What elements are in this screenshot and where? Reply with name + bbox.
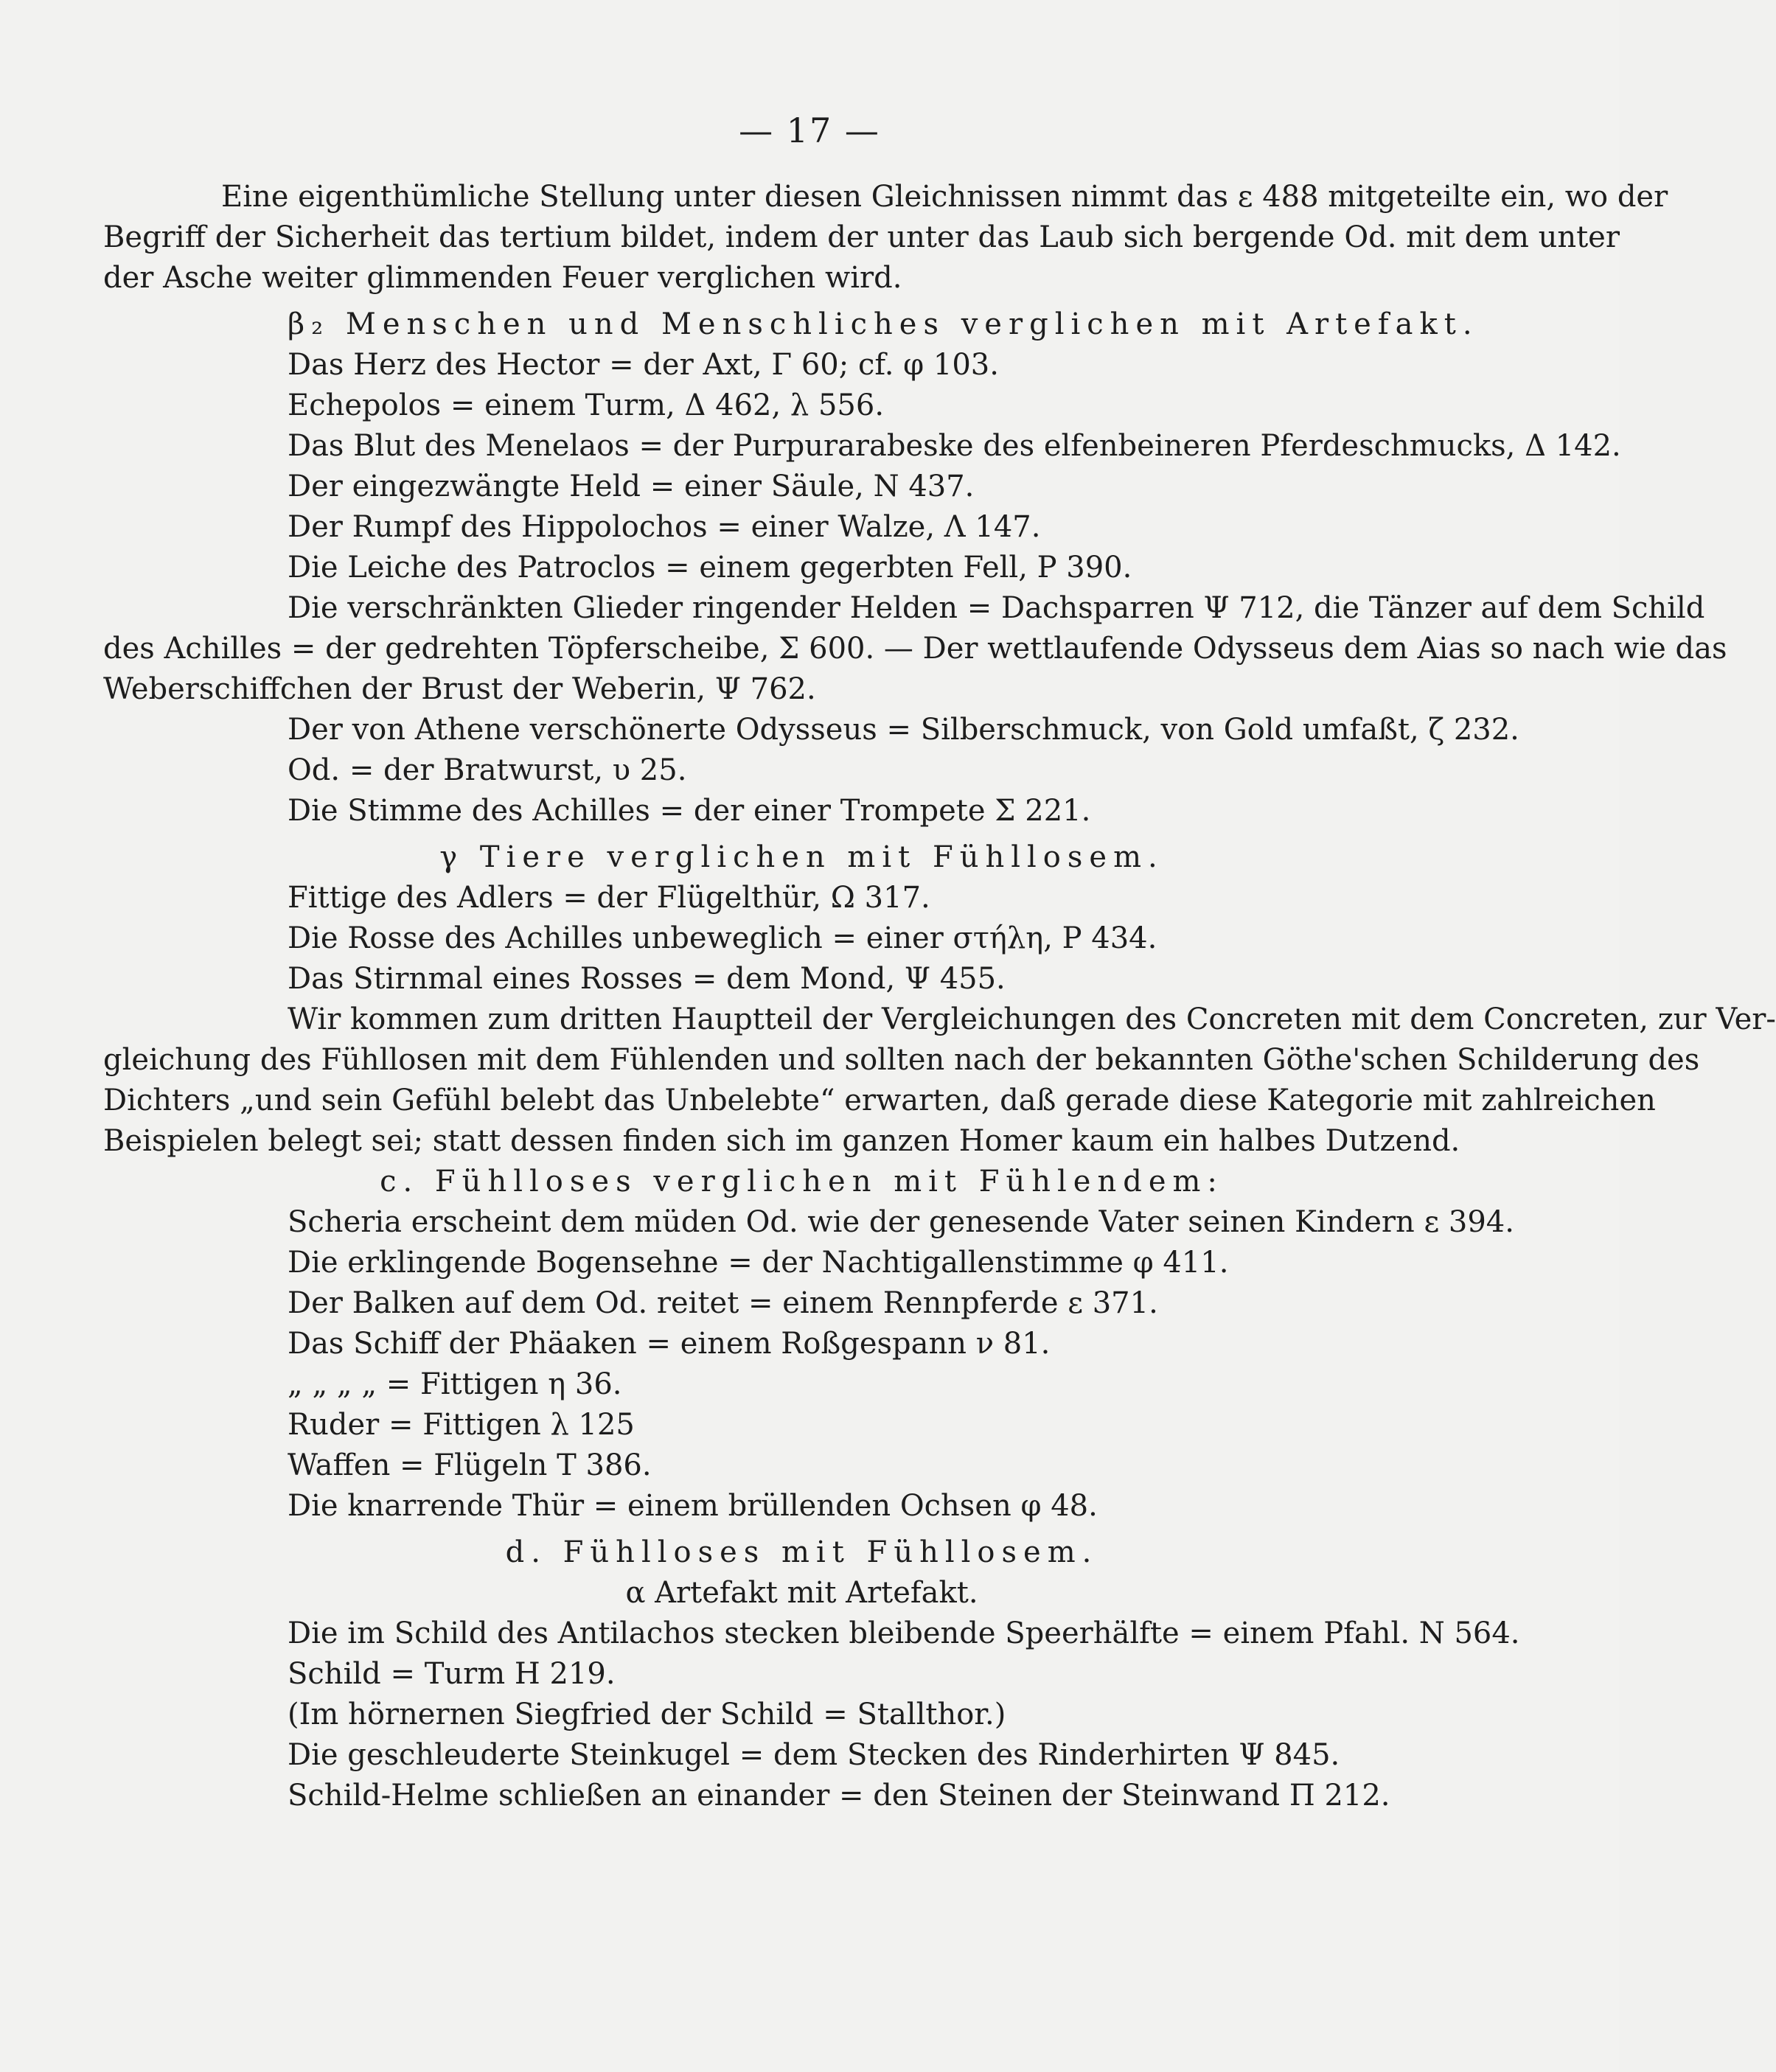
text-line: gleichung des Fühllosen mit dem Fühlenden und sollten nach der bekannten Göthe'schen Schilderung des — [103, 1043, 1700, 1077]
text-line: Die im Schild des Antilachos stecken bleibende Speerhälfte = einem Pfahl. N 564. — [288, 1616, 1520, 1650]
text-line: Scheria erscheint dem müden Od. wie der genesende Vater seinen Kindern ε 394. — [288, 1205, 1514, 1239]
text-line: Schild = Turm H 219. — [288, 1657, 616, 1691]
text-line: Ruder = Fittigen λ 125 — [288, 1408, 635, 1442]
text-line: Das Schiff der Phäaken = einem Roßgespann ν 81. — [288, 1327, 1051, 1361]
text-line: „ „ „ „ = Fittigen η 36. — [288, 1367, 622, 1401]
text-line: der Asche weiter glimmenden Feuer verglichen wird. — [103, 261, 902, 295]
text-line: Echepolos = einem Turm, Δ 462, λ 556. — [288, 388, 885, 422]
subsection-heading: α Artefakt mit Artefakt. — [625, 1576, 978, 1610]
text-line: Die knarrende Thür = einem brüllenden Ochsen φ 48. — [288, 1489, 1098, 1523]
text-line: Weberschiffchen der Brust der Weberin, Ψ 762. — [103, 672, 816, 706]
text-line: Die verschränkten Glieder ringender Helden = Dachsparren Ψ 712, die Tänzer auf dem Schild — [288, 591, 1705, 625]
text-line: Die geschleuderte Steinkugel = dem Stecken des Rinderhirten Ψ 845. — [288, 1738, 1340, 1772]
text-line: Die Leiche des Patroclos = einem gegerbten Fell, P 390. — [288, 551, 1132, 585]
text-line: des Achilles = der gedrehten Töpferscheibe, Σ 600. — Der wettlaufende Odysseus dem Aias so nach wie das — [103, 632, 1727, 666]
text-line: Der Balken auf dem Od. reitet = einem Rennpferde ε 371. — [288, 1286, 1158, 1320]
text-line: Die Rosse des Achilles unbeweglich = einer στήλη, P 434. — [288, 921, 1157, 955]
text-line: Od. = der Bratwurst, υ 25. — [288, 753, 687, 787]
text-line: Der eingezwängte Held = einer Säule, N 437. — [288, 470, 975, 503]
text-line: Schild-Helme schließen an einander = den Steinen der Steinwand Π 212. — [288, 1779, 1390, 1813]
text-line: Dichters „und sein Gefühl belebt das Unbelebte“ erwarten, daß gerade diese Kategorie mit zahlreichen — [103, 1084, 1656, 1117]
text-line: Der von Athene verschönerte Odysseus = Silberschmuck, von Gold umfaßt, ζ 232. — [288, 713, 1519, 747]
text-line: Das Stirnmal eines Rosses = dem Mond, Ψ 455. — [288, 962, 1006, 996]
text-line: Das Blut des Menelaos = der Purpurarabeske des elfenbeineren Pferdeschmucks, Δ 142. — [288, 429, 1621, 463]
text-line: Eine eigenthümliche Stellung unter diesen Gleichnissen nimmt das ε 488 mitgeteilte ein, wo der — [221, 180, 1668, 214]
text-line: Waffen = Flügeln T 386. — [288, 1448, 652, 1482]
text-line: Beispielen belegt sei; statt dessen finden sich im ganzen Homer kaum ein halbes Dutzend. — [103, 1124, 1460, 1158]
text-line: Die erklingende Bogensehne = der Nachtigallenstimme φ 411. — [288, 1246, 1229, 1280]
text-line: Die Stimme des Achilles = der einer Trompete Σ 221. — [288, 794, 1091, 828]
body-text — [103, 177, 1776, 1816]
page-number: — 17 — — [739, 111, 880, 150]
text-line: Fittige des Adlers = der Flügelthür, Ω 317. — [288, 881, 930, 915]
section-heading: β₂ Menschen und Menschliches verglichen mit Artefakt. — [288, 307, 1479, 341]
text-line: Wir kommen zum dritten Hauptteil der Vergleichungen des Concreten mit dem Concreten, zur Ver- — [288, 1002, 1776, 1036]
text-line: Der Rumpf des Hippolochos = einer Walze, Λ 147. — [288, 510, 1041, 544]
text-line: (Im hörnernen Siegfried der Schild = Stallthor.) — [288, 1698, 1006, 1731]
text-line: Das Herz des Hector = der Axt, Γ 60; cf. φ 103. — [288, 348, 999, 382]
section-heading: d. Fühlloses mit Fühllosem. — [505, 1535, 1098, 1569]
text-line: Begriff der Sicherheit das tertium bildet, indem der unter das Laub sich bergende Od. mit dem unter — [103, 220, 1620, 254]
section-heading: γ Tiere verglichen mit Fühllosem. — [439, 840, 1164, 874]
section-heading: c. Fühlloses verglichen mit Fühlendem: — [380, 1165, 1224, 1199]
